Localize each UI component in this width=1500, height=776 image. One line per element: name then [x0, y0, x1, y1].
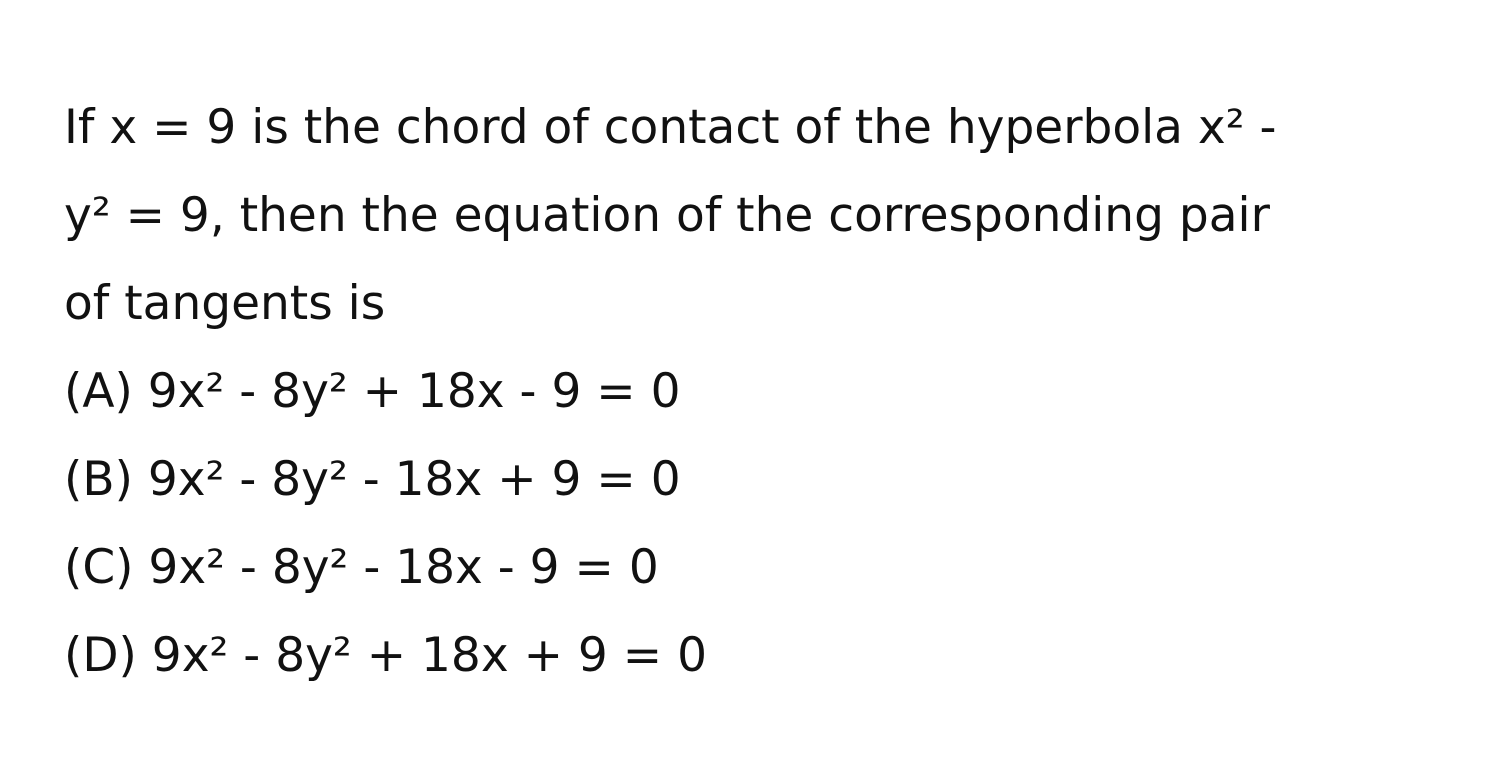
option-d: (D) 9x² - 8y² + 18x + 9 = 0 — [64, 628, 707, 683]
answer-options — [64, 348, 1444, 700]
option-c: (C) 9x² - 8y² - 18x - 9 = 0 — [64, 540, 659, 595]
option-a: (A) 9x² - 8y² + 18x - 9 = 0 — [64, 364, 681, 419]
option-b: (B) 9x² - 8y² - 18x + 9 = 0 — [64, 452, 681, 507]
question-line-1: If x = 9 is the chord of contact of the hyperbola x² - — [64, 100, 1277, 155]
question-block — [64, 84, 1444, 700]
question-line-3: of tangents is — [64, 276, 386, 331]
question-stem — [64, 84, 1444, 348]
question-line-2: y² = 9, then the equation of the corresponding pair — [64, 188, 1270, 243]
